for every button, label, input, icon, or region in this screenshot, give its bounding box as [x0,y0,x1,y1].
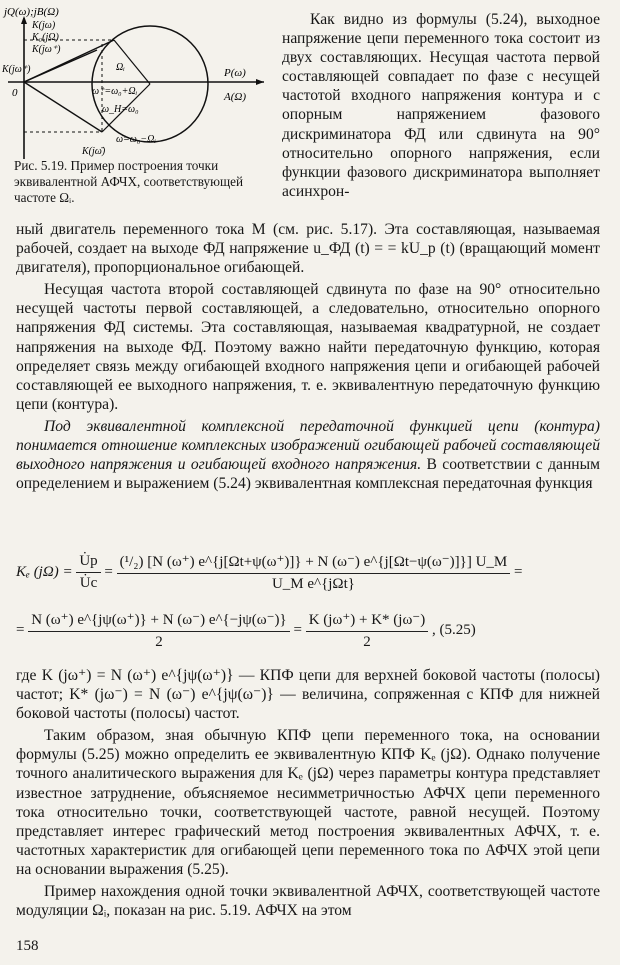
afchh-figure [2,4,268,164]
page-number: 158 [16,938,39,954]
numerator: K (jω⁺) + K* (jω⁻) [306,610,429,632]
label-k-jw: K(jω) [32,20,56,31]
fraction-k [306,610,429,651]
label-k-jwminus: K(jω̄) [82,146,106,157]
fraction-main [117,552,511,593]
equation-number: , (5.25) [431,621,476,638]
formula-lhs: Kₑ (jΩ) = [16,563,73,580]
denominator: U̇с [79,575,98,591]
figure-caption: Рис. 5.19. Пример построения точки эквивалентной АФЧХ, соответствующей частоте Ωᵢ. [14,158,244,205]
fraction-n [28,610,290,651]
label-a-w: A(Ω) [224,91,246,103]
paragraph: Таким образом, зная обычную КПФ цепи переменного тока, на основании формулы (5.25) можно определить ее эквивалентную КПФ Kₑ (jΩ). Однако получение точного аналитического выражения для Kₑ (jΩ) через параметры контура представляет известное затруднение, объясняемое несимметричностью АФЧХ цепи переменного тока относительно точки, соответствующей частоте, равной несущей. Поэтому представляет интерес графический метод построения эквивалентных АФЧХ, т. е. частотных характеристик для огибающей цепи переменного тока по АФЧХ этой цепи на основании выражения (5.25). [16,727,600,878]
definition-text: Под эквивалентной комплексной передаточной функцией цепи (контура) понимается отношение комплексных изображений огибающей рабочей составляющей выходного напряжения и огибающей входного напряжения. [16,417,600,474]
label-omega-minus: ω̄=ω₀−Ωᵢ [116,134,156,145]
label-k0-jw: K₀(jΩ) [32,32,59,43]
denominator: 2 [363,634,371,650]
y-axis-label: jQ(ω);jB(Ω) [4,6,59,18]
label-omega-plus: ω⁺=ω₀+Ωᵢ [92,86,138,97]
label-zero: 0 [12,87,18,99]
definition-tail: В соответствии с данным определением и выражением (5.24) эквивалентная комплексная передаточная функция [16,456,601,493]
label-k-left: K(jω⁺) [2,64,31,75]
lower-text [16,666,600,923]
denominator: 2 [155,634,163,650]
paragraph [16,417,600,493]
formula-line-2 [16,610,600,662]
equals: = [104,563,113,580]
equals: = [293,621,302,638]
equals: = [16,621,25,638]
fraction-u [76,553,100,592]
body-text [16,220,600,496]
numerator: U̇р [76,553,100,573]
label-p-w: P(ω) [224,67,246,79]
paragraph: Несущая частота второй составляющей сдвинута по фазе на 90° относительно несущей частоты первой составляющей, а следовательно, относительно опорного напряжения ФД системы. Эта составляющая, называемая квадратурной, не создает напряжения на выходе ФД. Поэтому важно найти передаточную функцию, которая определяет связь между огибающей входного напряжения цепи и огибающей рабочей составляющей ее выходного напряжения, т. е. эквивалентную передаточную функцию цепи (контура). [16,281,600,413]
numerator: N (ω⁺) e^{jψ(ω⁺)} + N (ω⁻) e^{−jψ(ω⁻)} [28,610,290,632]
denominator: U_M e^{jΩt} [271,576,355,592]
label-k-jwplus: K(jω⁺) [32,44,61,55]
numerator: (¹/₂) [N (ω⁺) e^{j[Ωt+ψ(ω⁺)]} + N (ω⁻) e^{j[Ωt−ψ(ω⁻)]}] U_M [117,552,511,574]
equals: = [514,563,523,580]
x-arrow [256,79,264,85]
paragraph: Как видно из формулы (5.24), выходное напряжение цепи переменного тока состоит из двух составляющих. Несущая частота первой составляющей совпадает по фазе с несущей частотой входного напряжения контура и с опорным напряжением фазового дискриминатора ФД или сдвинута на 90° относительно опорного напряжения, если функции фазового дискриминатора выполняет асинхрон- [282,11,600,200]
label-omega-i: Ωᵢ [116,62,125,73]
vector-k-minus [24,82,102,132]
paragraph: Пример нахождения одной точки эквивалентной АФЧХ, соответствующей частоте модуляции Ωᵢ, показан на рис. 5.19. АФЧХ на этом [16,883,600,920]
paragraph: ный двигатель переменного тока M (см. рис. 5.17). Эта составляющая, называемая рабочей, создает на выходе ФД напряжение u_ФД (t) = = kU_р (t) (вращающий момент двигателя), пропорциональное огибающей. [16,221,600,277]
label-omega-h: ω_H=ω₀ [102,104,139,115]
paragraph: где K (jω⁺) = N (ω⁺) e^{jψ(ω⁺)} — КПФ цепи для верхней боковой частоты (полосы) частот; K* (jω⁻) = N (ω⁻) e^{jψ(ω⁻)} — величина, сопряженная с КПФ для нижней боковой частоты (полосы) частот. [16,667,600,723]
formula-line-1 [16,552,600,604]
right-column-text [282,10,600,201]
